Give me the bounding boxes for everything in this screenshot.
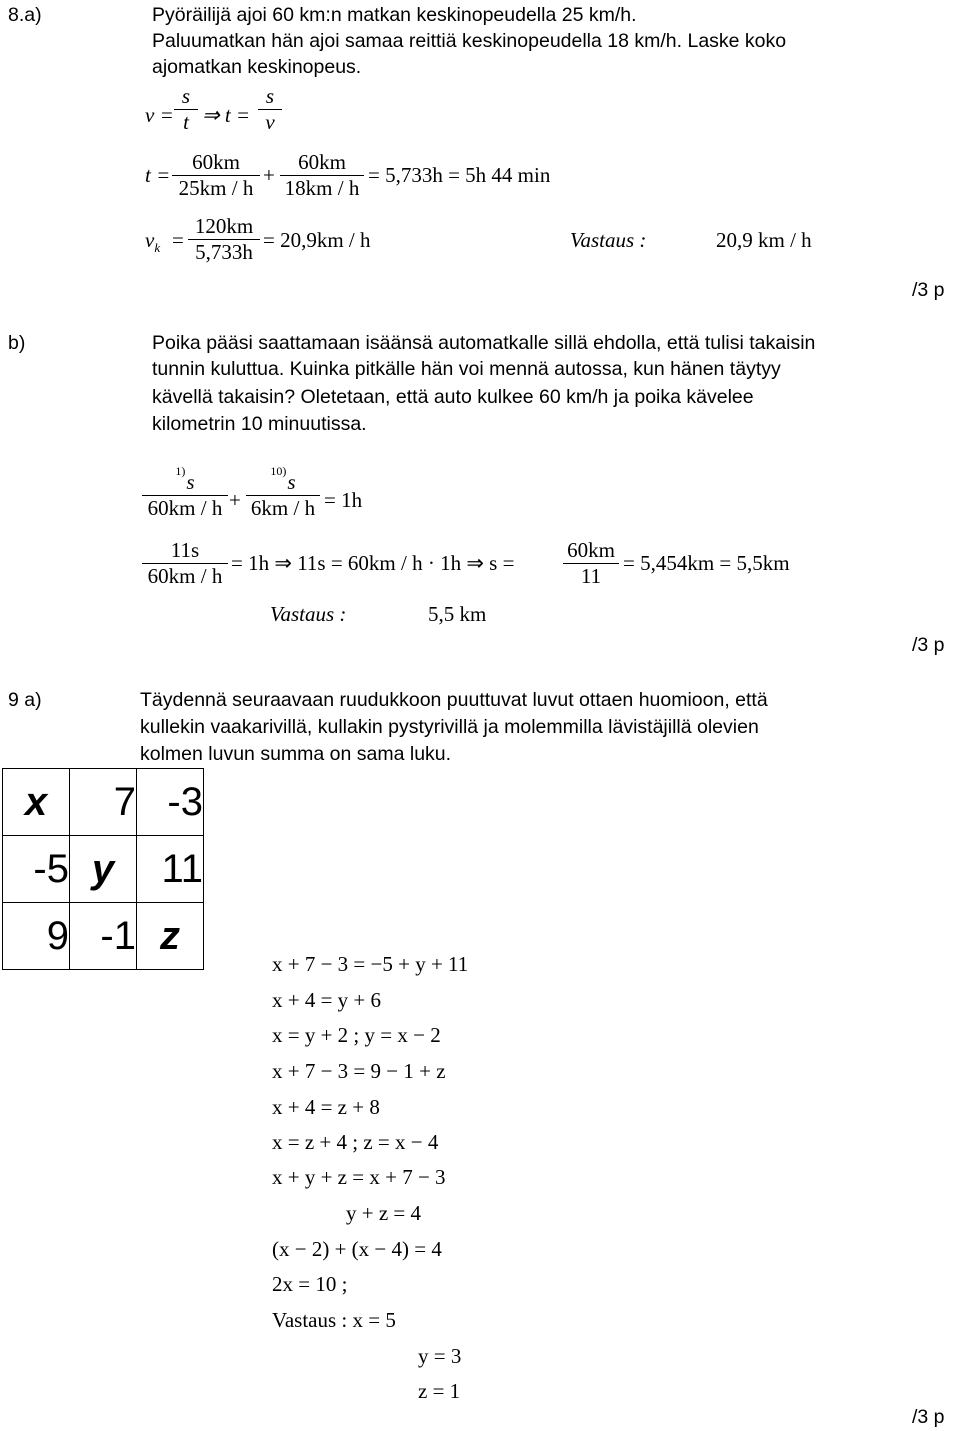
eq1-arrow: ⇒ t = xyxy=(202,103,251,127)
solution-line: x + 7 − 3 = 9 − 1 + z xyxy=(272,1059,446,1083)
question-8a-line-1: Pyöräilijä ajoi 60 km:n matkan keskinopeudella 25 km/h. xyxy=(152,4,637,26)
magic-square-grid xyxy=(2,768,204,970)
question-8b-line-2: tunnin kuluttua. Kuinka pitkälle hän voi mennä autossa, kun hänen täytyy xyxy=(152,358,781,380)
eq2-denominator-1: 25km / h xyxy=(172,175,260,201)
eqb2-numerator-1: 11s xyxy=(170,538,200,562)
points-9a: /3 p xyxy=(912,1406,945,1428)
eq2-fraction-1 xyxy=(172,150,260,201)
solution-line: y + z = 4 xyxy=(346,1201,422,1225)
eq3-subscript: k xyxy=(154,240,161,255)
eq1-v: v = xyxy=(145,103,174,127)
solution-line: x + y + z = x + 7 − 3 xyxy=(272,1165,446,1189)
eq2-denominator-2: 18km / h xyxy=(280,175,364,201)
eqb2-fraction-1 xyxy=(142,538,228,589)
solution-line: x + 7 − 3 = −5 + y + 11 xyxy=(272,952,469,976)
eq3-fraction xyxy=(188,214,260,265)
solution-answer-line: y = 3 xyxy=(418,1344,462,1368)
grid-cell: 9 xyxy=(3,903,70,970)
grid-cell: y xyxy=(70,836,137,903)
grid-cell: -3 xyxy=(137,769,204,836)
question-9a-line-1: Täydennä seuraavaan ruudukkoon puuttuvat luvut ottaen huomioon, että xyxy=(140,689,768,711)
solution-line: x + 4 = y + 6 xyxy=(272,988,382,1012)
eqb2-denominator-1: 60km / h xyxy=(142,563,228,589)
points-8a: /3 p xyxy=(912,279,945,301)
eqb2-middle: = 1h ⇒ 11s = 60km / h · 1h ⇒ s = xyxy=(231,551,515,575)
solution-line: x = y + 2 ; y = x − 2 xyxy=(272,1023,441,1047)
eqb1-numerator-1: s xyxy=(186,470,195,494)
eq3-answer-label: Vastaus : xyxy=(570,228,647,252)
eq3-equals: = xyxy=(172,228,184,252)
eq3-lhs xyxy=(145,228,160,253)
grid-cell: z xyxy=(137,903,204,970)
question-8a-line-2: Paluumatkan hän ajoi samaa reittiä keskinopeudella 18 km/h. Laske koko xyxy=(152,30,787,52)
question-9a-label: 9 a) xyxy=(8,689,42,711)
grid-row xyxy=(3,769,204,836)
eqb1-denominator-2: 6km / h xyxy=(246,495,320,521)
question-8a-label: 8.a) xyxy=(8,4,42,26)
eq2-numerator-2: 60km xyxy=(298,150,346,174)
eq3-result: = 20,9km / h xyxy=(263,228,371,252)
eq1-denominator: t xyxy=(174,109,198,135)
eqb2-denominator-2: 11 xyxy=(563,563,619,589)
eqb1-plus: + xyxy=(229,488,241,512)
eqb3-answer-value: 5,5 km xyxy=(428,602,487,626)
eqb2-fraction-2 xyxy=(563,538,619,589)
question-8b-line-4: kilometrin 10 minuutissa. xyxy=(152,413,367,435)
eq3-v: v xyxy=(145,228,155,252)
question-8b-line-1: Poika pääsi saattamaan isäänsä automatkalle sillä ehdolla, että tulisi takaisin xyxy=(152,332,816,354)
eq1-denominator-2: v xyxy=(258,109,282,135)
eq3-numerator: 120km xyxy=(194,214,254,238)
solution-line: x = z + 4 ; z = x − 4 xyxy=(272,1130,439,1154)
grid-cell: 11 xyxy=(137,836,204,903)
eq1-numerator-2: s xyxy=(265,84,275,108)
points-8b: /3 p xyxy=(912,634,945,656)
question-8a-line-3: ajomatkan keskinopeus. xyxy=(152,56,362,78)
eqb1-fraction-1 xyxy=(142,464,228,521)
eqb2-numerator-2: 60km xyxy=(567,538,615,562)
eqb1-numerator-2: s xyxy=(287,470,296,494)
question-9a-line-3: kolmen luvun summa on sama luku. xyxy=(140,743,452,765)
grid-cell: -1 xyxy=(70,903,137,970)
eq1-fraction-s-over-v xyxy=(258,84,282,135)
eqb1-superscript-1: 1) xyxy=(175,464,186,478)
solution-line: (x − 2) + (x − 4) = 4 xyxy=(272,1237,442,1261)
question-8b-label: b) xyxy=(8,332,26,354)
eq2-numerator-1: 60km xyxy=(192,150,240,174)
eqb3-answer-label: Vastaus : xyxy=(270,602,347,626)
eqb1-superscript-2: 10) xyxy=(270,464,287,478)
eq2-result: = 5,733h = 5h 44 min xyxy=(368,163,551,187)
eqb1-denominator-1: 60km / h xyxy=(142,495,228,521)
eq2-lhs: t = xyxy=(145,163,171,187)
eq1-numerator: s xyxy=(181,84,191,108)
eq1-fraction-s-over-t xyxy=(174,84,198,135)
solution-line: x + 4 = z + 8 xyxy=(272,1095,380,1119)
eq3-denominator: 5,733h xyxy=(188,239,260,265)
eqb2-result: = 5,454km = 5,5km xyxy=(623,551,790,575)
eq2-fraction-2 xyxy=(280,150,364,201)
solution-answer-line: Vastaus : x = 5 xyxy=(272,1308,396,1332)
grid-cell: x xyxy=(3,769,70,836)
grid-row xyxy=(3,903,204,970)
eq2-plus: + xyxy=(263,163,275,187)
grid-cell: 7 xyxy=(70,769,137,836)
solution-answer-line: z = 1 xyxy=(418,1379,461,1403)
eqb1-fraction-2 xyxy=(246,464,320,521)
solution-line: 2x = 10 ; xyxy=(272,1272,348,1296)
question-9a-line-2: kullekin vaakarivillä, kullakin pystyrivillä ja molemmilla lävistäjillä olevien xyxy=(140,716,759,738)
eq3-answer-value: 20,9 km / h xyxy=(716,228,812,252)
grid-row xyxy=(3,836,204,903)
question-8b-line-3: kävellä takaisin? Oletetaan, että auto kulkee 60 km/h ja poika kävelee xyxy=(152,386,754,408)
eqb1-result: = 1h xyxy=(324,488,363,512)
grid-cell: -5 xyxy=(3,836,70,903)
